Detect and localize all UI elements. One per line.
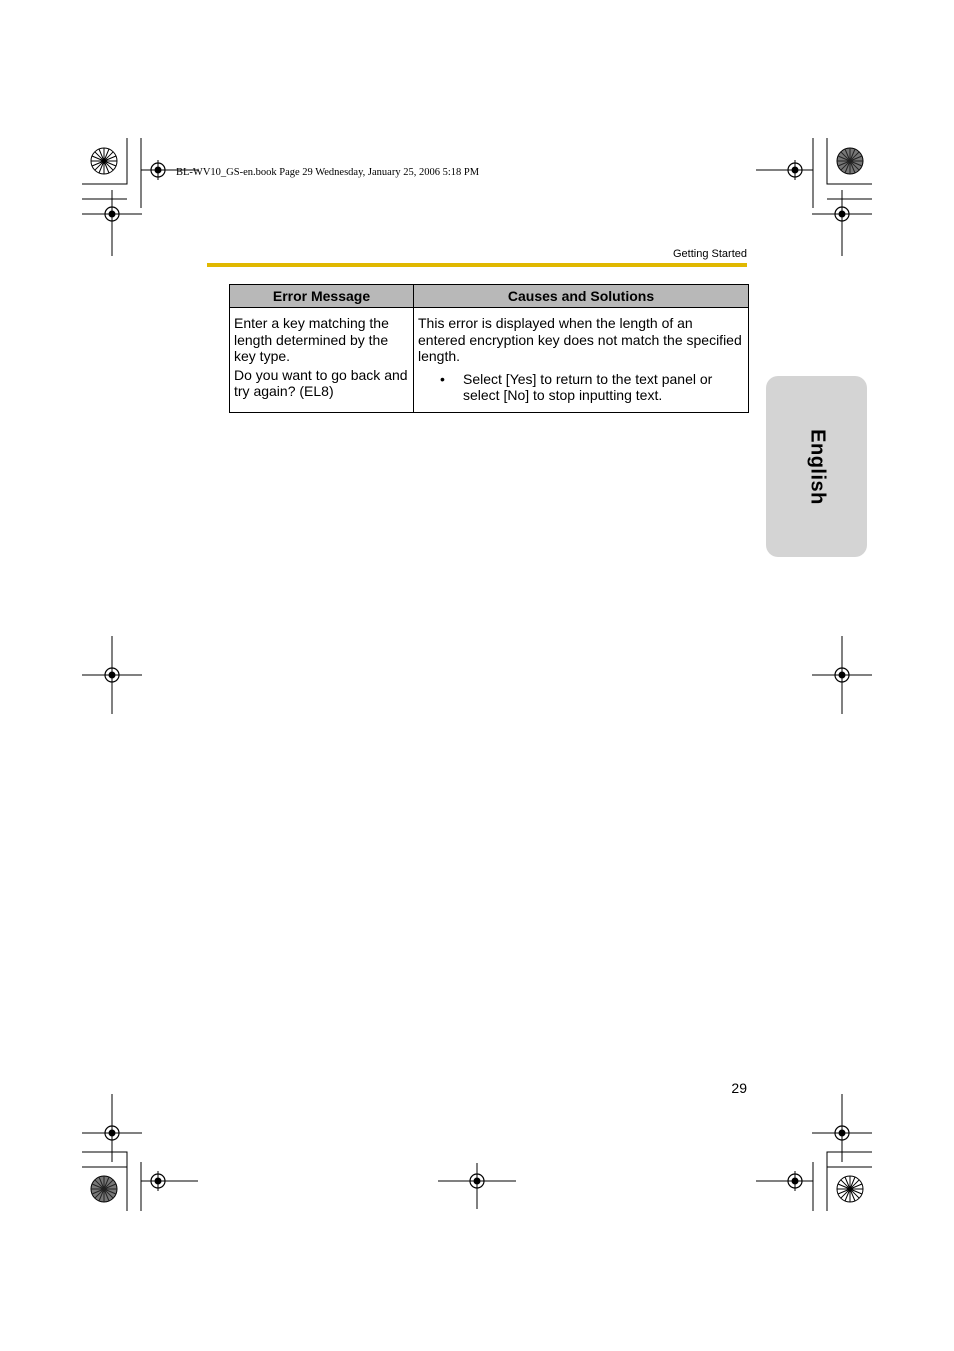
solution-text: Select [Yes] to return to the text panel or select [No] to stop inputting text. [463, 370, 713, 403]
error-message-line: Do you want to go back and try again? (EL8) [234, 366, 408, 399]
language-tab [766, 376, 867, 557]
page-number: 29 [731, 1080, 747, 1096]
list-item [440, 370, 744, 404]
error-message-line: Enter a key matching the length determined by the key type. [234, 315, 389, 364]
causes-cell [414, 308, 749, 413]
language-tab-label: English [806, 428, 828, 505]
registration-mark-icon [102, 665, 122, 685]
registration-mark-icon [785, 1171, 805, 1191]
section-title: Getting Started [673, 248, 747, 260]
starburst-mark-icon [837, 1176, 863, 1202]
solution-list [418, 371, 744, 404]
registration-mark-icon [832, 204, 852, 224]
column-header: Error Message [230, 285, 414, 308]
registration-mark-icon [102, 204, 122, 224]
table-row [230, 308, 749, 413]
starburst-mark-icon [91, 1176, 117, 1202]
print-header: BL-WV10_GS-en.book Page 29 Wednesday, January 25, 2006 5:18 PM [176, 167, 480, 178]
registration-mark-icon [148, 160, 168, 180]
registration-mark-icon [467, 1171, 487, 1191]
table-header-row [230, 285, 749, 308]
error-message-cell [230, 308, 414, 413]
registration-mark-icon [102, 1123, 122, 1143]
header-rule [207, 263, 747, 267]
registration-mark-icon [148, 1171, 168, 1191]
registration-mark-icon [832, 1123, 852, 1143]
bullet-icon: • [440, 370, 445, 387]
registration-mark-icon [832, 665, 852, 685]
starburst-mark-icon [837, 148, 863, 174]
registration-mark-icon [785, 160, 805, 180]
starburst-mark-icon [91, 148, 117, 174]
cause-text: This error is displayed when the length of an entered encryption key does not match the specified length. [418, 315, 742, 364]
column-header: Causes and Solutions [414, 285, 749, 308]
error-table [229, 284, 749, 413]
